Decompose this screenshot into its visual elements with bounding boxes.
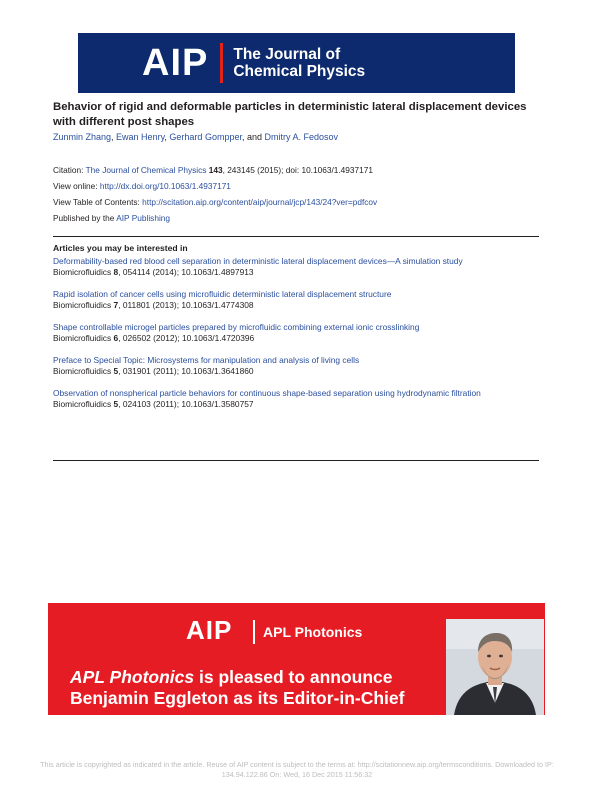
ad-aip-logo: AIP [186, 615, 233, 645]
citation-label: Citation: [53, 165, 86, 175]
author-list: Zunmin Zhang, Ewan Henry, Gerhard Gompper, and Dmitry A. Fedosov [53, 132, 339, 142]
related-article-link[interactable]: Shape controllable microgel particles prepared by microfluidic combining external ionic crosslinking [53, 322, 420, 332]
apl-photonics-ad[interactable] [48, 603, 545, 715]
related-article-link[interactable]: Deformability-based red blood cell separation in deterministic lateral displacement devices—A simulation study [53, 256, 463, 266]
related-article-citation: Biomicrofluidics 5, 024103 (2011); 10.1063/1.3580757 [53, 399, 254, 409]
related-article-citation: Biomicrofluidics 6, 026502 (2012); 10.1063/1.4720396 [53, 333, 255, 343]
related-article [53, 256, 539, 278]
journal-name-line1: The Journal of [233, 46, 341, 63]
ad-logo-divider [253, 620, 255, 644]
author-link[interactable]: Dmitry A. Fedosov [264, 132, 339, 142]
related-article-link[interactable]: Rapid isolation of cancer cells using microfluidic deterministic lateral displacement structure [53, 289, 392, 299]
journal-name [233, 46, 365, 80]
editor-portrait-photo [446, 619, 544, 715]
published-label: Published by the [53, 213, 117, 223]
related-article [53, 388, 539, 410]
related-article [53, 322, 539, 344]
citation-journal-link[interactable]: The Journal of Chemical Physics [85, 165, 207, 175]
related-article-citation: Biomicrofluidics 5, 031901 (2011); 10.1063/1.3641860 [53, 366, 254, 376]
divider-bottom [53, 460, 539, 461]
article-title: Behavior of rigid and deformable particles in deterministic lateral displacement devices with different post shapes [53, 101, 527, 128]
copyright-footer [0, 760, 594, 780]
author-link[interactable]: Zunmin Zhang [53, 132, 112, 142]
footer-line2: 134.94.122.86 On: Wed, 16 Dec 2015 11:56:32 [221, 770, 373, 779]
publisher-link[interactable]: AIP Publishing [116, 213, 171, 223]
divider-top [53, 236, 539, 237]
ad-journal-name: APL Photonics [263, 624, 363, 640]
related-article-citation: Biomicrofluidics 7, 011801 (2013); 10.1063/1.4774308 [53, 300, 254, 310]
citation-volume: 143 [208, 165, 223, 175]
related-articles-heading: Articles you may be interested in [53, 243, 188, 253]
footer-line1: This article is copyrighted as indicated in the article. Reuse of AIP content is subject to the terms at: http://scitationnew.aip.org/termsconditions. Downloaded to IP: [40, 760, 554, 769]
author-link[interactable]: Gerhard Gompper [169, 132, 242, 142]
published-line [53, 213, 170, 223]
doi-link[interactable]: http://dx.doi.org/10.1063/1.4937171 [99, 181, 231, 191]
ad-headline-line2: Benjamin Eggleton as its Editor-in-Chief [70, 688, 405, 708]
journal-banner[interactable] [78, 33, 515, 93]
related-article [53, 355, 539, 377]
aip-logo: AIP [142, 42, 209, 84]
toc-label: View Table of Contents: [53, 197, 143, 207]
view-online-line [53, 181, 231, 191]
banner-divider [220, 43, 223, 83]
author-link[interactable]: Ewan Henry [116, 132, 165, 142]
related-article-link[interactable]: Observation of nonspherical particle behaviors for continuous shape-based separation using hydrodynamic filtration [53, 388, 481, 398]
citation-line [53, 165, 373, 175]
related-article-citation: Biomicrofluidics 8, 054114 (2014); 10.1063/1.4897913 [53, 267, 254, 277]
toc-link[interactable]: http://scitation.aip.org/content/aip/journal/jcp/143/24?ver=pdfcov [142, 197, 378, 207]
related-articles-list [53, 256, 539, 421]
related-article [53, 289, 539, 311]
toc-line [53, 197, 377, 207]
related-article-link[interactable]: Preface to Special Topic: Microsystems for manipulation and analysis of living cells [53, 355, 360, 365]
journal-name-line2: Chemical Physics [233, 63, 366, 80]
view-online-label: View online: [53, 181, 100, 191]
citation-details: , 243145 (2015); doi: 10.1063/1.4937171 [222, 165, 373, 175]
ad-headline-line1: APL Photonics is pleased to announce [70, 667, 393, 687]
